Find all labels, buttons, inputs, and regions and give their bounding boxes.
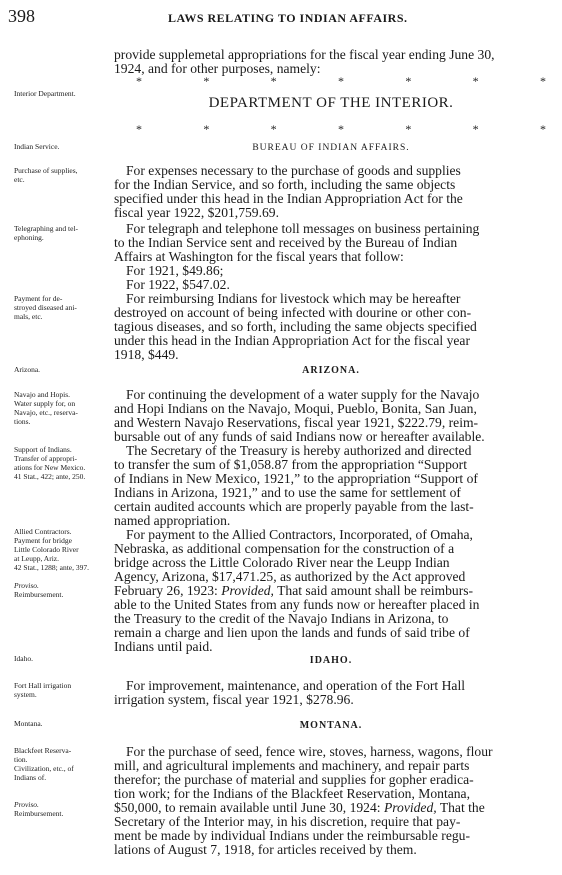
running-title: LAWS RELATING TO INDIAN AFFAIRS. (168, 11, 408, 25)
idaho-heading: IDAHO. (309, 655, 353, 666)
margin-note-livestock: Payment for de- stroyed diseased ani- mals, etc. (14, 294, 77, 321)
margin-note-transfer: Support of Indians. Transfer of appropri- ations for New Mexico. 41 Stat., 422; ante, 250. (14, 445, 86, 481)
margin-note-proviso: Proviso. Reimbursement. (14, 581, 64, 599)
paragraph-transfer: The Secretary of the Treasury is hereby authorized and directed to transfer the sum of $1,058.87 from the appropriation “Support of Indians in New Mexico, 1921,” to the appropriation “Support of Indians in Arizona, 1921,” and to use the same for settlement of certain audited accounts which are properly payable from the last- named appropriation. (114, 443, 478, 528)
page-number: 398 (8, 6, 35, 26)
margin-note-arizona: Arizona. (14, 365, 41, 374)
margin-note-fort-hall: Fort Hall irrigation system. (14, 681, 72, 699)
arizona-heading: ARIZONA. (302, 365, 360, 376)
paragraph-telegraph: For telegraph and telephone toll messages on business pertaining to the Indian Service sent and received by the Bureau of Indian Affairs at Washington for the fiscal years that follow: For 1921, $49.86; For 1922, $547.02. (114, 221, 480, 292)
margin-note-allied: Allied Contractors. Payment for bridge Little Colorado River at Leupp, Ariz. 42 Stat., 1288; ante, 397. (14, 527, 89, 572)
margin-note-navajo: Navajo and Hopis. Water supply for, on Navajo, etc., reserva- tions. (14, 390, 78, 426)
margin-note-indian-service: Indian Service. (14, 142, 60, 151)
montana-heading: MONTANA. (299, 720, 363, 731)
margin-note-telegraph: Telegraphing and tel- ephoning. (14, 224, 79, 242)
paragraph-blackfeet: For the purchase of seed, fence wire, stoves, harness, wagons, flour mill, and agricultural implements and machinery, and repair parts therefor; the purchase of material and supplies for gopher eradica- tion work; for the Indians of the Blackfeet Reservation, Montana, $50,000, to remain available until June 30, 1924: Provided, That the Secretary of the Interior may, in his discretion, require that pay- ment be made by individual Indians under the reimbursable regu- lations of August 7, 1918, for articles received by them. (114, 744, 493, 857)
paragraph-livestock: For reimbursing Indians for livestock which may be hereafter destroyed on account of being infected with dourine or other con- tagious diseases, and so forth, including the same objects specified under this head in the Indian Appropriation Act for the fiscal year 1918, $449. (114, 291, 477, 362)
intro-text: provide supplemetal appropriations for the fiscal year ending June 30, 1924, and for other purposes, namely: (114, 47, 495, 76)
page-header (8, 6, 550, 28)
margin-note-department: Interior Department. (14, 89, 76, 98)
margin-note-montana: Montana. (14, 719, 43, 728)
separator-stars: * * * * * * * (136, 122, 546, 136)
department-heading: DEPARTMENT OF THE INTERIOR. (208, 95, 454, 111)
margin-note-supplies: Purchase of supplies, etc. (14, 166, 78, 184)
margin-note-proviso: Proviso. Reimbursement. (14, 800, 64, 818)
paragraph-allied: For payment to the Allied Contractors, Incorporated, of Omaha, Nebraska, as additional compensation for the construction of a bridge across the Little Colorado River near the Leupp Indian Agency, Arizona, $17,471.25, as authorized by the Act approved February 26, 1923: Provided, That said amount shall be reimburs- able to the United States from any funds now or hereafter placed in the Treasury to the credit of the Navajo Indians in Arizona, to remain a charge and lien upon the lands and funds of said tribe of Indians until paid. (114, 527, 480, 654)
paragraph-fort-hall: For improvement, maintenance, and operation of the Fort Hall irrigation system, fiscal year 1921, $278.96. (114, 678, 465, 707)
separator-stars: * * * * * * * (136, 74, 546, 88)
paragraph-navajo: For continuing the development of a water supply for the Navajo and Hopi Indians on the Navajo, Moqui, Pueblo, Bonita, San Juan, and Western Navajo Reservations, fiscal year 1921, $222.79, reim- bursable out of any funds of said Indians now or hereafter available. (114, 387, 485, 444)
paragraph-supplies: For expenses necessary to the purchase of goods and supplies for the Indian Service, and so forth, including the same objects specified under this head in the Indian Appropriation Act for the fiscal year 1922, $201,759.69. (114, 163, 463, 220)
margin-note-blackfeet: Blackfeet Reserva- tion. Civilization, etc., of Indians of. (14, 746, 74, 782)
margin-note-idaho: Idaho. (14, 654, 33, 663)
bureau-heading: BUREAU OF INDIAN AFFAIRS. (252, 143, 410, 153)
